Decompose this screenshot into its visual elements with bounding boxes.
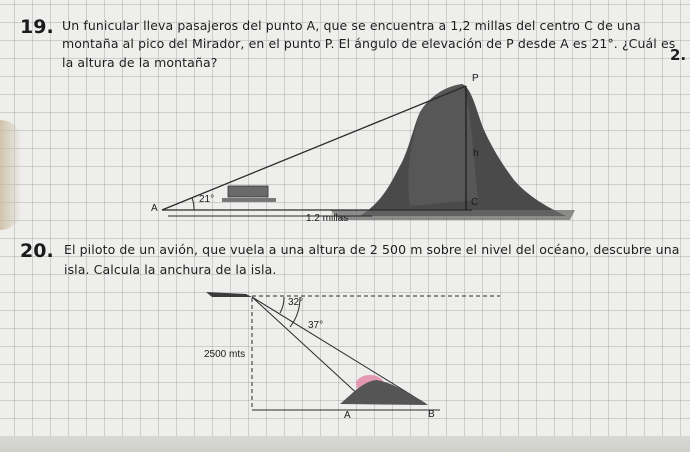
label-a: A (151, 203, 158, 214)
label-height-2500: 2500 mts (204, 349, 246, 360)
label-h: h (473, 148, 479, 159)
label-distance: 1.2 millas (306, 213, 349, 224)
problem-19-line-3: la altura de la montaña? (62, 55, 218, 70)
label-p: P (472, 73, 479, 84)
side-note-number: 2. (670, 46, 687, 64)
sight-line-a (252, 297, 362, 398)
label-point-b: B (428, 409, 435, 420)
label-c: C (471, 197, 479, 208)
angle-arc-32 (280, 297, 284, 313)
problem-20-number: 20. (20, 240, 54, 262)
label-point-a: A (344, 410, 351, 421)
problem-19-line-1: Un funicular lleva pasajeros del punto A, que se encuentra a 1,2 millas del centro C de una (62, 18, 641, 33)
sight-line-b (252, 297, 426, 404)
label-angle-37: 37° (308, 320, 324, 331)
problem-19-number: 19. (20, 16, 54, 38)
problem-20-line-2: isla. Calcula la anchura de la isla. (64, 262, 277, 277)
airplane-shape (206, 292, 252, 297)
label-angle-21: 21° (199, 194, 215, 205)
problem-19-line-2: montaña al pico del Mirador, en el punto P. El ángulo de elevación de P desde A es 21°. ¿Cuál es (62, 36, 676, 51)
island-shape (340, 380, 428, 405)
problem-20-line-1: El piloto de un avión, que vuela a una altura de 2 500 m sobre el nivel del océano, descubre una (64, 242, 680, 257)
label-angle-32: 32° (288, 297, 304, 308)
